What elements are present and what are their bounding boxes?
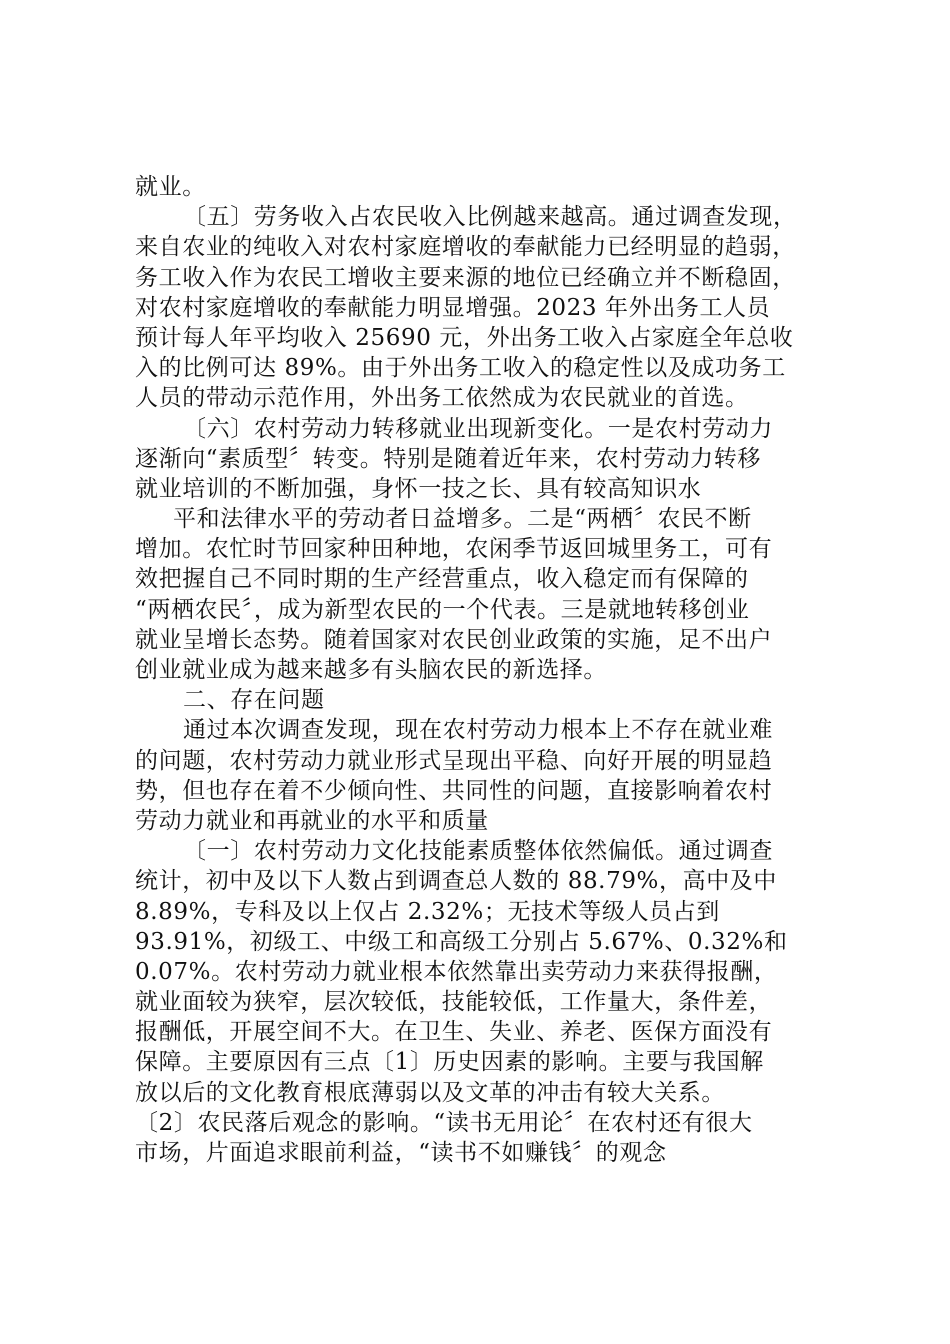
text-line: 报酬低，开展空间不大。在卫生、失业、养老、医保方面没有 <box>135 1019 773 1046</box>
text-line: 人员的带动示范作用，外出务工依然成为农民就业的首选。 <box>135 385 749 412</box>
text-line: “两栖农民〞，成为新型农民的一个代表。三是就地转移创业 <box>135 596 750 623</box>
text-line: 保障。主要原因有三点〔1〕历史因素的影响。主要与我国解 <box>135 1049 764 1076</box>
text-line: 8.89%，专科及以上仅占 2.32%；无技术等级人员占到 <box>135 898 720 925</box>
text-line: 市场，片面追求眼前利益，“读书不如赚钱〞的观念 <box>135 1140 667 1166</box>
text-line: 〔一〕农村劳动力文化技能素质整体依然偏低。通过调查 <box>183 838 773 865</box>
text-line: 务工收入作为农民工增收主要来源的地位已经确立并不断稳固， <box>135 264 796 291</box>
text-line: 劳动力就业和再就业的水平和质量 <box>135 807 489 834</box>
text-line: 统计，初中及以下人数占到调查总人数的 88.79%，高中及中 <box>135 868 778 895</box>
text-line: 预计每人年平均收入 25690 元，外出务工收入占家庭全年总收 <box>135 324 794 351</box>
text-line: 平和法律水平的劳动者日益增多。二是“两栖〞农民不断 <box>173 506 752 533</box>
text-line: 的问题，农村劳动力就业形式呈现出平稳、向好开展的明显趋 <box>135 747 773 774</box>
text-line: 放以后的文化教育根底薄弱以及文革的冲击有较大关系。 <box>135 1079 725 1106</box>
document-body <box>135 172 835 1168</box>
text-line: 〔六〕农村劳动力转移就业出现新变化。一是农村劳动力 <box>183 415 773 442</box>
text-line: 入的比例可达 89%。由于外出务工收入的稳定性以及成功务工 <box>135 355 786 382</box>
text-line: 就业培训的不断加强，身怀一技之长、具有较高知识水 <box>135 475 702 502</box>
text-line: 就业。 <box>135 174 206 200</box>
text-line: 就业呈增长态势。随着国家对农民创业政策的实施，足不出户 <box>135 626 773 653</box>
text-line: 通过本次调查发现，现在农村劳动力根本上不存在就业难 <box>183 717 773 744</box>
text-line: 对农村家庭增收的奉献能力明显增强。2023 年外出务工人员 <box>135 294 771 321</box>
text-line: 二、存在问题 <box>183 687 325 714</box>
text-line: 〔五〕劳务收入占农民收入比例越来越高。通过调查发现， <box>183 204 797 231</box>
text-line: 势，但也存在着不少倾向性、共同性的问题，直接影响着农村 <box>135 777 773 804</box>
text-line: 0.07%。农村劳动力就业根本依然靠出卖劳动力来获得报酬， <box>135 958 778 985</box>
text-line: 就业面较为狭窄，层次较低，技能较低，工作量大，条件差， <box>135 989 773 1016</box>
text-line: 创业就业成为越来越多有头脑农民的新选择。 <box>135 657 607 683</box>
text-line: 来自农业的纯收入对农村家庭增收的奉献能力已经明显的趋弱， <box>135 234 796 261</box>
text-line: 逐渐向“素质型〞转变。特别是随着近年来，农村劳动力转移 <box>135 445 761 472</box>
text-line: 93.91%，初级工、中级工和高级工分别占 5.67%、0.32%和 <box>135 928 788 955</box>
text-line: 增加。农忙时节回家种田种地，农闲季节返回城里务工，可有 <box>135 536 773 563</box>
text-line: 效把握自己不同时期的生产经营重点，收入稳定而有保障的 <box>135 566 749 593</box>
text-line: 〔2〕农民落后观念的影响。“读书无用论〞在农村还有很大 <box>135 1109 753 1136</box>
